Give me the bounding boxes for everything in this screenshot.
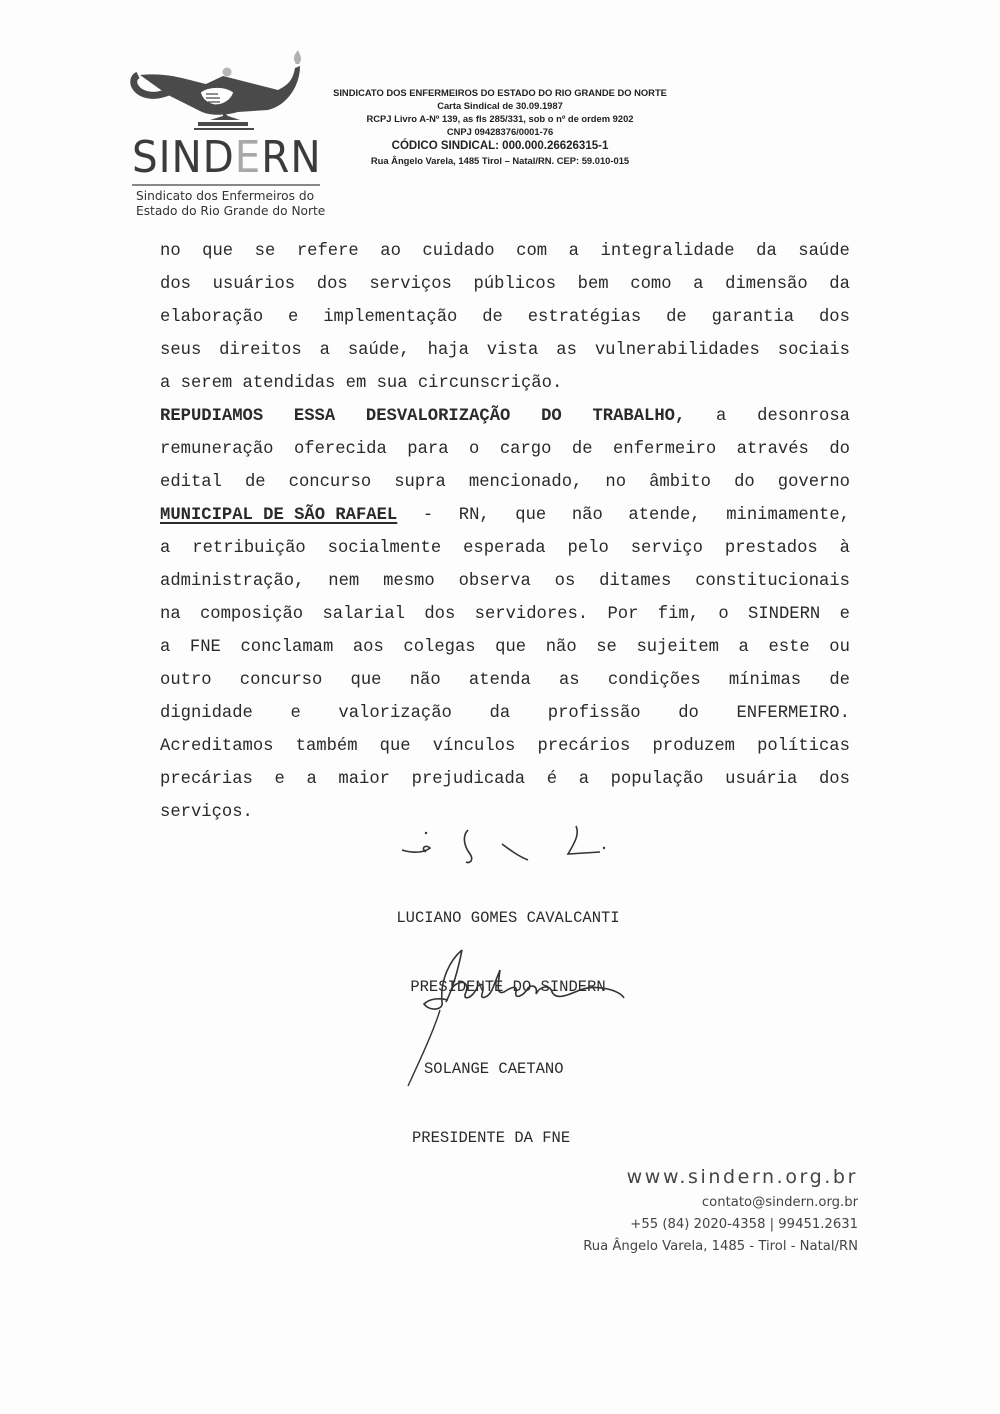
body-word: mencionado, <box>468 473 583 492</box>
body-word: seus <box>160 341 202 360</box>
body-word: Por <box>607 605 639 624</box>
body-word: como <box>630 275 672 294</box>
body-word: ESSA <box>293 407 336 426</box>
body-word: a <box>716 407 727 426</box>
body-word: a <box>738 638 749 657</box>
body-word: de <box>244 473 266 492</box>
logo-wordmark <box>132 132 322 183</box>
body-word: âmbito <box>649 473 711 492</box>
body-word: concurso <box>288 473 372 492</box>
body-word: dos <box>316 275 348 294</box>
body-word: supra <box>394 473 446 492</box>
body-word: não <box>409 671 441 690</box>
body-word: refere <box>296 242 359 261</box>
sindern-logo <box>128 50 328 225</box>
body-word: REPUDIAMOS <box>160 407 264 426</box>
logo-word-rn: RN <box>261 132 322 183</box>
body-word: cuidado <box>422 242 495 261</box>
body-word: da <box>756 242 777 261</box>
body-word: socialmente <box>327 539 442 558</box>
body-word: também <box>295 737 358 756</box>
body-line <box>160 433 850 466</box>
logo-subtitle <box>136 189 325 219</box>
body-word: cargo <box>499 440 552 459</box>
signer-title: PRESIDENTE DO SINDERN <box>410 978 606 996</box>
body-word: para <box>407 440 449 459</box>
footer-website-link[interactable]: www.sindern.org.br <box>626 1166 858 1188</box>
body-word: remuneração <box>160 440 274 459</box>
body-word: no <box>605 473 627 492</box>
body-word: aos <box>352 638 384 657</box>
body-word: do <box>829 440 850 459</box>
body-word: direitos <box>219 341 302 360</box>
body-word: que <box>379 737 411 756</box>
logo-subtitle-line-2: Estado do Rio Grande do Norte <box>136 204 326 218</box>
body-word: usuária <box>725 770 798 789</box>
body-word: TRABALHO, <box>592 407 686 426</box>
body-word: administração, <box>160 572 305 591</box>
body-word: RN, <box>458 506 490 525</box>
body-line <box>160 631 850 664</box>
body-word: colegas <box>403 638 476 657</box>
body-word: profissão <box>547 704 641 723</box>
body-line <box>160 730 850 763</box>
body-word: prestados <box>724 539 818 558</box>
letter-footer <box>583 1162 858 1258</box>
footer-phone: +55 (84) 2020-4358 | 99451.2631 <box>630 1217 858 1232</box>
logo-word-e: E <box>234 132 262 183</box>
body-word: minimamente, <box>726 506 850 525</box>
body-word: DESVALORIZAÇÃO <box>365 407 511 426</box>
body-word: Acreditamos <box>160 737 274 756</box>
body-word: as <box>558 671 580 690</box>
body-word: prejudicada <box>411 770 526 789</box>
body-word: enfermeiro <box>613 440 717 459</box>
body-word: usuários <box>212 275 296 294</box>
body-line <box>160 763 850 796</box>
body-word: maior <box>338 770 390 789</box>
body-word: retribuição <box>192 539 306 558</box>
logo-divider <box>132 184 320 186</box>
body-word: observa <box>458 572 531 591</box>
body-word: pelo <box>567 539 609 558</box>
body-word: que <box>515 506 547 525</box>
body-word: FNE <box>189 638 221 657</box>
signer-title: PRESIDENTE DA FNE <box>412 1129 571 1147</box>
body-word: sujeitem <box>636 638 719 657</box>
body-line <box>160 598 850 631</box>
body-word: a <box>306 770 317 789</box>
body-word: ou <box>829 638 850 657</box>
footer-email-link[interactable]: contato@sindern.org.br <box>701 1195 858 1210</box>
body-word: não <box>545 638 577 657</box>
body-word: na <box>160 605 181 624</box>
body-word: dos <box>818 308 850 327</box>
body-line <box>160 532 850 565</box>
body-word: salarial <box>322 605 405 624</box>
body-word: precários <box>537 737 631 756</box>
charter-date: Carta Sindical de 30.09.1987 <box>437 100 563 111</box>
body-line <box>160 235 850 268</box>
body-word: vulnerabilidades <box>594 341 760 360</box>
body-word: composição <box>199 605 304 624</box>
body-word: serviços. <box>160 803 253 822</box>
body-word: a <box>160 638 171 657</box>
footer-address: Rua Ângelo Varela, 1485 - Tirol - Natal/RN <box>583 1239 858 1254</box>
body-word: a serem atendidas em sua circunscrição. <box>160 374 563 393</box>
body-word: e <box>839 605 850 624</box>
letterhead-address: Rua Ângelo Varela, 1485 Tirol – Natal/RN. CEP: 59.010-015 <box>370 155 630 166</box>
body-word: dignidade <box>160 704 253 723</box>
body-word: os <box>554 572 576 591</box>
body-word: valorização <box>338 704 452 723</box>
logo-word-sind: SIND <box>132 132 235 183</box>
body-line <box>160 301 850 334</box>
letterhead-info <box>320 86 680 167</box>
body-line <box>160 400 850 433</box>
body-word: servidores. <box>474 605 589 624</box>
body-word: dos <box>160 275 191 294</box>
body-word: com <box>516 242 548 261</box>
body-word: DO <box>541 407 562 426</box>
body-word: oferecida <box>293 440 387 459</box>
body-word: e <box>288 308 299 327</box>
body-word: implementação <box>323 308 458 327</box>
body-word: a <box>319 341 330 360</box>
body-word: mesmo <box>383 572 435 591</box>
body-word: a <box>160 539 171 558</box>
body-word: SINDERN <box>748 605 821 624</box>
body-line <box>160 499 850 532</box>
body-word: as <box>556 341 577 360</box>
body-word: a <box>568 242 579 261</box>
body-word: saúde <box>798 242 850 261</box>
body-word: garantia <box>711 308 795 327</box>
body-word: dos <box>818 770 850 789</box>
body-word: atende, <box>628 506 701 525</box>
body-word: a <box>693 275 704 294</box>
body-word: integralidade <box>600 242 735 261</box>
body-word: à <box>839 539 850 558</box>
union-code: CÓDICO SINDICAL: 000.000.26626315-1 <box>391 140 609 152</box>
body-word: produzem <box>652 737 735 756</box>
body-word: se <box>596 638 617 657</box>
body-word: elaboração <box>160 308 264 327</box>
body-word: dos <box>424 605 456 624</box>
body-word: precárias <box>160 770 253 789</box>
registry-info: RCPJ Livro A-Nº 139, as fls 285/331, sob o nº de ordem 9202 <box>366 113 634 124</box>
body-word: serviços <box>369 275 452 294</box>
body-word: conclamam <box>240 638 334 657</box>
signer-name: SOLANGE CAETANO <box>424 1060 564 1078</box>
org-name: SINDICATO DOS ENFERMEIROS DO ESTADO DO RIO GRANDE DO NORTE <box>333 87 667 98</box>
body-word: se <box>254 242 276 261</box>
body-word: haja <box>427 341 469 360</box>
body-word: o <box>469 440 480 459</box>
body-word: de <box>829 671 850 690</box>
body-word: fim, <box>657 605 700 624</box>
body-word: públicos <box>473 275 557 294</box>
body-word: que <box>202 242 234 261</box>
body-line <box>160 466 850 499</box>
body-word: e <box>274 770 285 789</box>
signature-block-fne <box>412 1012 680 1173</box>
body-word: constitucionais <box>695 572 850 591</box>
body-word: da <box>489 704 511 723</box>
body-word: no <box>160 242 181 261</box>
nursing-lamp-icon <box>128 50 328 140</box>
body-word: dimensão <box>725 275 808 294</box>
body-word: nem <box>328 572 360 591</box>
letter-body <box>160 235 850 829</box>
body-word: através <box>736 440 809 459</box>
body-word: que <box>495 638 527 657</box>
body-word: saúde, <box>347 341 410 360</box>
body-word: políticas <box>757 737 850 756</box>
body-word: de <box>571 440 593 459</box>
body-word: - <box>422 506 434 525</box>
body-word: do <box>678 704 699 723</box>
body-word: estratégias <box>527 308 642 327</box>
body-word: a <box>578 770 590 789</box>
body-line <box>160 334 850 367</box>
body-word: atenda <box>468 671 531 690</box>
body-word: serviço <box>630 539 703 558</box>
body-word: o <box>718 605 729 624</box>
body-word: ditames <box>599 572 672 591</box>
body-word: de <box>666 308 687 327</box>
body-word: que <box>350 671 382 690</box>
body-word: governo <box>777 473 850 492</box>
body-word: concurso <box>239 671 323 690</box>
body-line <box>160 697 850 730</box>
body-word: da <box>829 275 850 294</box>
body-word: ao <box>380 242 401 261</box>
body-word: vínculos <box>432 737 516 756</box>
body-word: esperada <box>463 539 546 558</box>
body-word: não <box>571 506 603 525</box>
body-word: do <box>734 473 755 492</box>
body-word: ENFERMEIRO. <box>736 704 850 723</box>
body-word: bem <box>577 275 609 294</box>
body-line <box>160 664 850 697</box>
signer-name: LUCIANO GOMES CAVALCANTI <box>396 909 620 927</box>
body-word: edital <box>160 473 222 492</box>
body-word: mínimas <box>728 671 802 690</box>
body-word: população <box>610 770 704 789</box>
body-word: este <box>768 638 810 657</box>
body-word: condições <box>607 671 701 690</box>
body-word: desonrosa <box>757 407 850 426</box>
body-line <box>160 367 850 400</box>
body-word: é <box>546 770 558 789</box>
body-word: vista <box>486 341 539 360</box>
body-word: de <box>482 308 503 327</box>
municipality-name: MUNICIPAL DE SÃO RAFAEL <box>160 506 398 525</box>
logo-subtitle-line-1: Sindicato dos Enfermeiros do <box>136 189 315 203</box>
body-word: e <box>290 704 301 723</box>
body-line <box>160 565 850 598</box>
body-word: sociais <box>777 341 850 360</box>
body-line <box>160 268 850 301</box>
body-word: outro <box>160 671 212 690</box>
cnpj: CNPJ 09428376/0001-76 <box>446 126 554 137</box>
